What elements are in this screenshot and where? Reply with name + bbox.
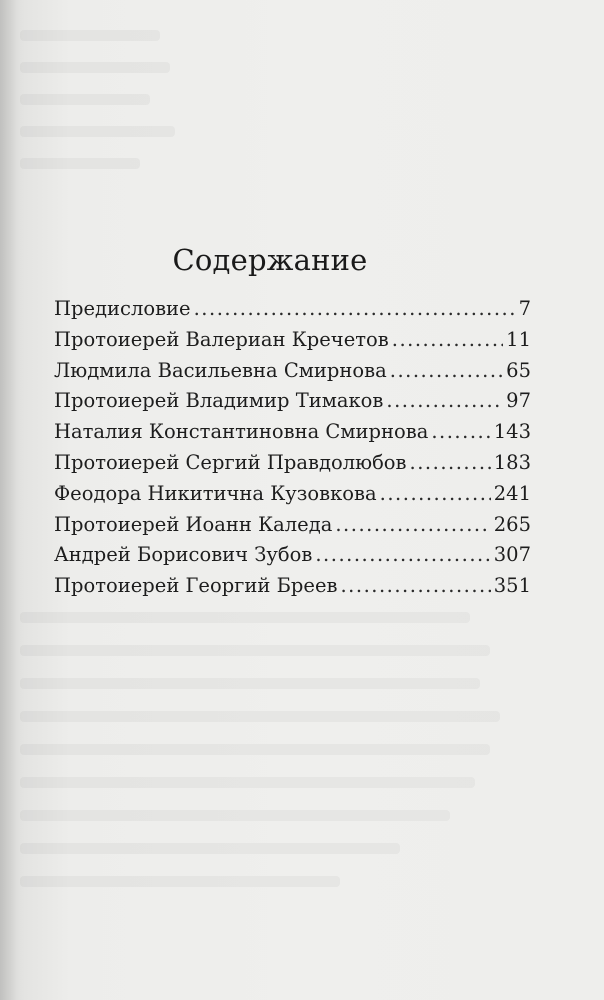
bleed-through-line xyxy=(20,62,170,73)
toc-leader-dots xyxy=(390,356,503,387)
bleed-through-line xyxy=(20,843,400,854)
toc-entry-label: Людмила Васильевна Смирнова xyxy=(54,358,387,382)
table-of-contents xyxy=(54,294,531,602)
toc-entry-label: Предисловие xyxy=(54,297,191,320)
toc-entry-page: 265 xyxy=(493,512,531,536)
toc-entry[interactable] xyxy=(54,386,531,417)
toc-entry-label: Протоиерей Валериан Кречетов xyxy=(54,327,389,351)
toc-entry-page: 241 xyxy=(493,481,531,505)
toc-entry[interactable] xyxy=(54,448,531,479)
toc-entry[interactable] xyxy=(54,417,531,448)
bleed-through-line xyxy=(20,876,340,887)
toc-entry-page: 7 xyxy=(518,297,531,320)
toc-entry-label: Наталия Константиновна Смирнова xyxy=(54,420,429,444)
toc-entry[interactable] xyxy=(54,325,531,356)
toc-entry-page: 11 xyxy=(506,327,531,351)
toc-leader-dots xyxy=(194,294,516,325)
toc-entry-page: 97 xyxy=(506,389,531,413)
bleed-through-line xyxy=(20,711,500,722)
toc-entry-page: 65 xyxy=(506,358,531,382)
bleed-through-line xyxy=(20,126,175,137)
toc-entry[interactable] xyxy=(54,510,531,541)
bleed-through-line xyxy=(20,777,475,788)
toc-entry-page: 351 xyxy=(493,574,531,598)
toc-leader-dots xyxy=(386,386,503,417)
bleed-through-line xyxy=(20,810,450,821)
toc-leader-dots xyxy=(315,540,490,571)
toc-entry-label: Протоиерей Иоанн Каледа xyxy=(54,512,333,536)
toc-entry-label: Феодора Никитична Кузовкова xyxy=(54,481,377,505)
toc-leader-dots xyxy=(392,325,503,356)
bleed-through-line xyxy=(20,94,150,105)
toc-leader-dots xyxy=(380,479,491,510)
toc-entry-page: 307 xyxy=(493,543,531,567)
page-gutter-shadow xyxy=(0,0,18,1000)
toc-leader-dots xyxy=(410,448,491,479)
bleed-through-line xyxy=(20,645,490,656)
toc-leader-dots xyxy=(431,417,490,448)
toc-entry-label: Протоиерей Георгий Бреев xyxy=(54,574,338,598)
bleed-through-line xyxy=(20,158,140,169)
toc-entry-label: Андрей Борисович Зубов xyxy=(54,543,313,567)
toc-entry[interactable] xyxy=(54,356,531,387)
toc-leader-dots xyxy=(340,571,490,602)
toc-entry[interactable] xyxy=(54,540,531,571)
toc-entry-label: Протоиерей Сергий Правдолюбов xyxy=(54,450,407,474)
toc-entry[interactable] xyxy=(54,479,531,510)
toc-entry[interactable] xyxy=(54,571,531,602)
bleed-through-line xyxy=(20,30,160,41)
toc-leader-dots xyxy=(335,510,490,541)
toc-entry-page: 143 xyxy=(493,420,531,444)
toc-entry-label: Протоиерей Владимир Тимаков xyxy=(54,389,384,413)
bleed-through-line xyxy=(20,612,470,623)
bleed-through-line xyxy=(20,678,480,689)
bleed-through-line xyxy=(20,744,490,755)
toc-entry-page: 183 xyxy=(493,450,531,474)
toc-entry[interactable] xyxy=(54,294,531,325)
toc-title: Содержание xyxy=(172,243,368,277)
